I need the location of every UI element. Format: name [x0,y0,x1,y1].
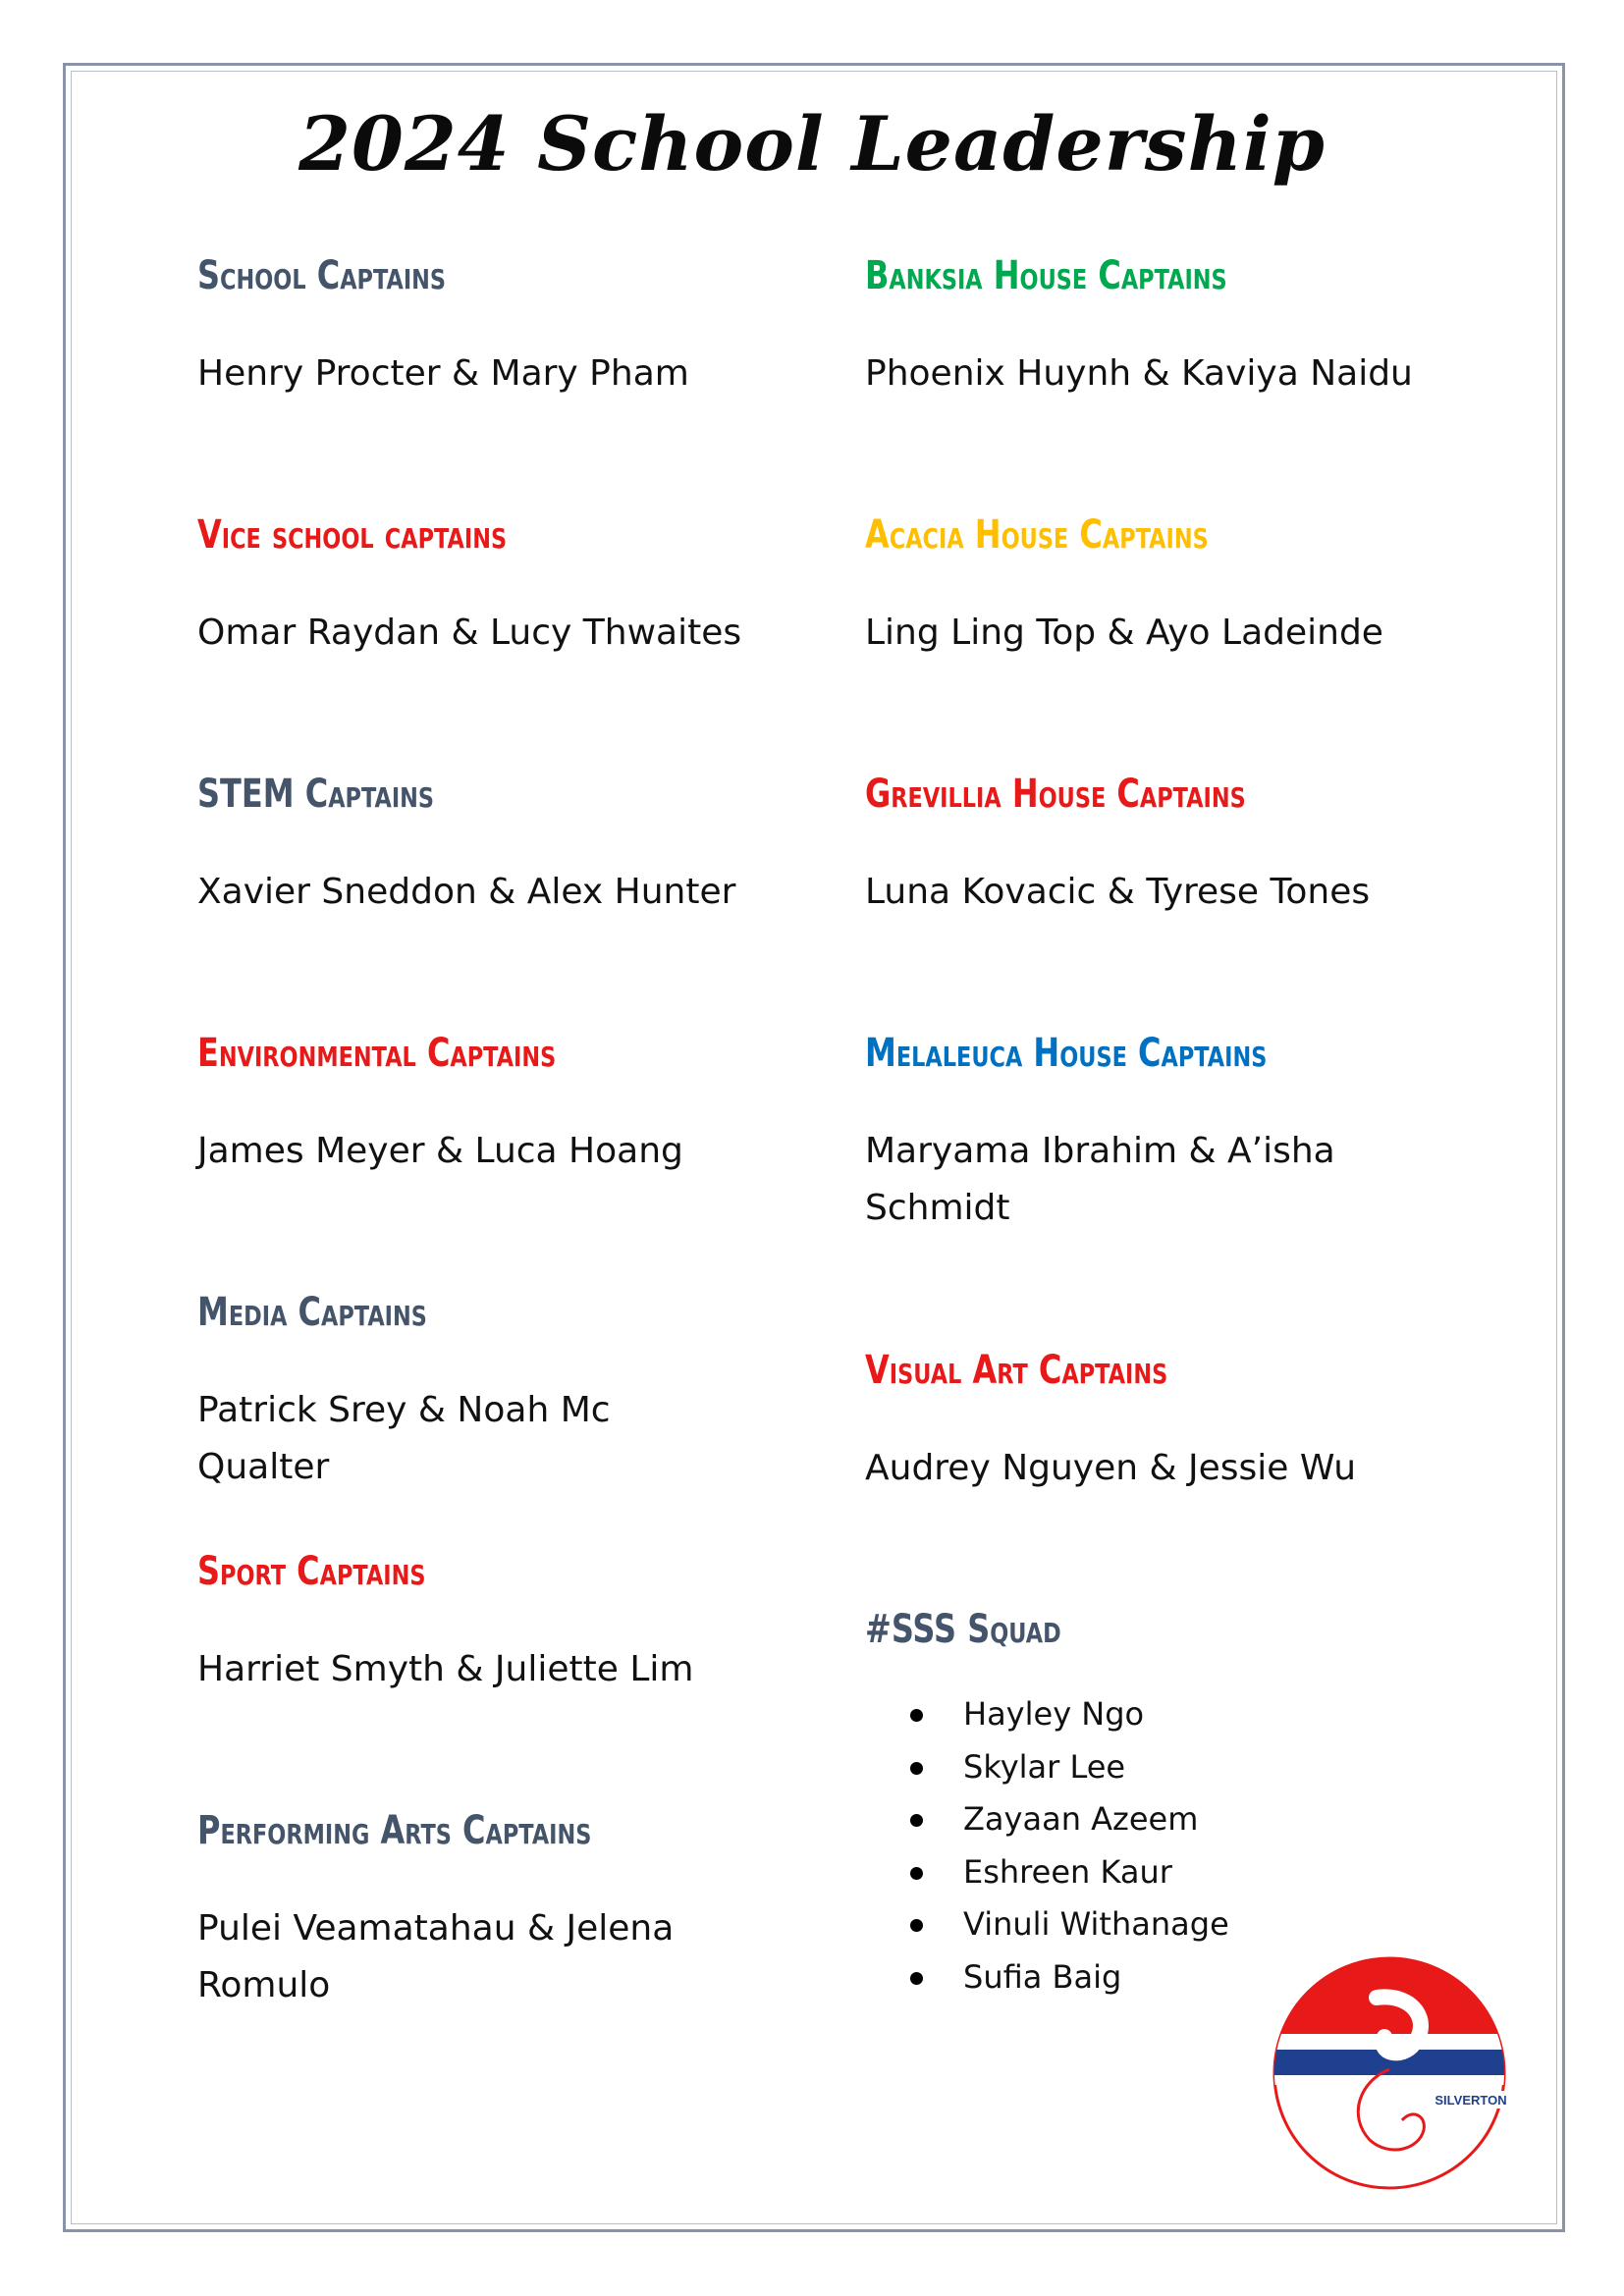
names-visual-art-captains: Audrey Nguyen & Jessie Wu [865,1448,1357,1488]
silverton-s-logo-icon [1267,1953,1512,2199]
list-item: Vinuli Withanage [908,1898,1229,1951]
heading-visual-art-captains: Visual Art Captains [865,1348,1168,1393]
logo-text: SILVERTON [1435,2093,1507,2108]
page-title: 2024 School Leadership [298,100,1326,187]
heading-acacia-house-captains: Acacia House Captains [865,512,1209,558]
heading-environmental-captains: Environmental Captains [197,1031,557,1076]
heading-school-captains: School Captains [197,253,447,298]
heading-melaleuca-house-captains: Melaleuca House Captains [865,1031,1268,1076]
names-acacia-house-captains: Ling Ling Top & Ayo Ladeinde [865,613,1383,653]
names-school-captains: Henry Procter & Mary Pham [197,353,689,394]
names-sport-captains: Harriet Smyth & Juliette Lim [197,1649,694,1689]
heading-grevillia-house-captains: Grevillia House Captains [865,772,1246,817]
list-item: Hayley Ngo [908,1688,1229,1741]
heading-stem-captains: STEM Captains [197,772,435,817]
list-item: Sufia Baig [908,1951,1229,2004]
squad-member-list [908,1688,1229,2004]
list-item: Skylar Lee [908,1741,1229,1794]
names-grevillia-house-captains: Luna Kovacic & Tyrese Tones [865,872,1371,912]
list-item: Zayaan Azeem [908,1793,1229,1846]
heading-media-captains: Media Captains [197,1290,427,1335]
names-performing-arts-captains: Pulei Veamatahau & Jelena Romulo [197,1908,675,2005]
names-vice-school-captains: Omar Raydan & Lucy Thwaites [197,613,742,653]
names-stem-captains: Xavier Sneddon & Alex Hunter [197,872,736,912]
names-melaleuca-house-captains: Maryama Ibrahim & A’isha Schmidt [865,1131,1335,1228]
heading-sss-squad: #SSS Squad [865,1607,1061,1652]
heading-vice-school-captains: Vice school captains [197,512,508,558]
names-environmental-captains: James Meyer & Luca Hoang [197,1131,683,1171]
names-media-captains: Patrick Srey & Noah Mc Qualter [197,1390,611,1487]
heading-sport-captains: Sport Captains [197,1549,426,1594]
heading-banksia-house-captains: Banksia House Captains [865,253,1227,298]
names-banksia-house-captains: Phoenix Huynh & Kaviya Naidu [865,353,1413,394]
heading-performing-arts-captains: Performing Arts Captains [197,1808,592,1853]
list-item: Eshreen Kaur [908,1846,1229,1899]
